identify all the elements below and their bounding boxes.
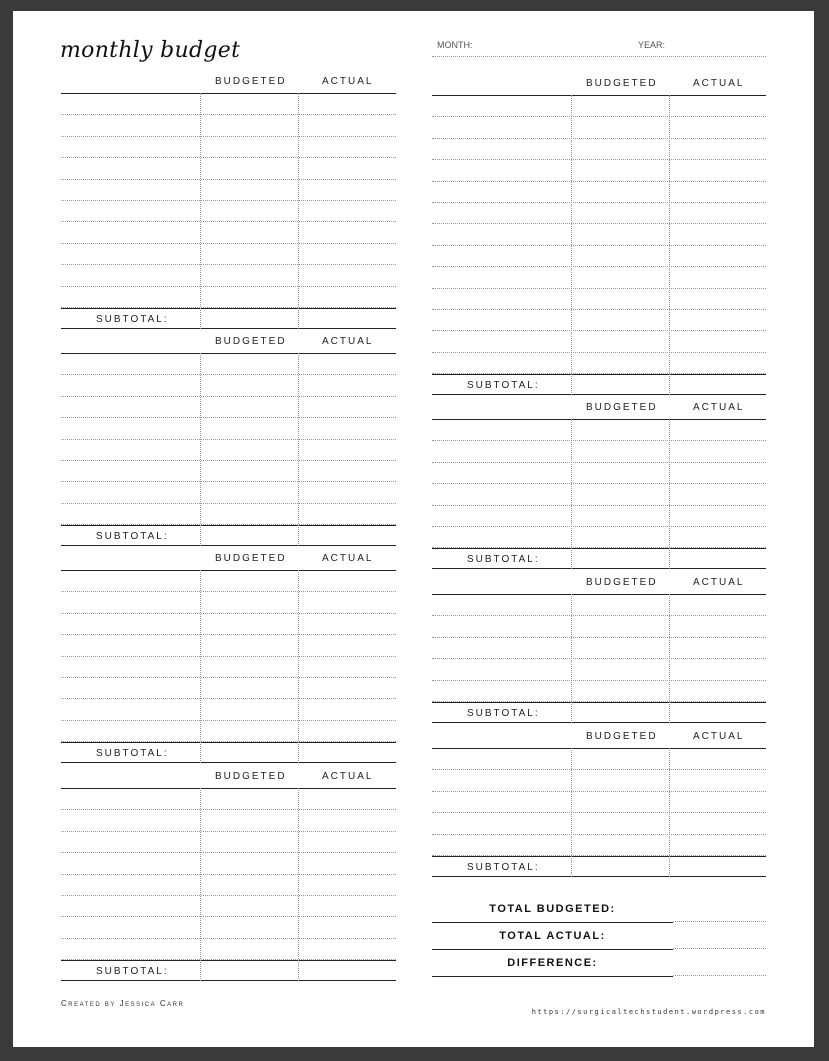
page-title: monthly budget [60, 38, 241, 63]
subtotal-label: SUBTOTAL: [96, 313, 169, 325]
difference-field[interactable] [673, 975, 766, 976]
budget-line-row[interactable] [61, 461, 396, 482]
budget-line-row[interactable] [61, 265, 396, 286]
actual-column-divider [298, 93, 299, 329]
month-label: MONTH: [437, 40, 473, 50]
subtotal-label: SUBTOTAL: [96, 966, 169, 978]
budget-line-row[interactable] [61, 875, 396, 896]
subtotal-row [61, 525, 396, 546]
budget-line-row[interactable] [432, 749, 766, 770]
budget-category-section [432, 399, 766, 569]
column-header [61, 73, 396, 94]
budgeted-header: BUDGETED [215, 553, 287, 564]
subtotal-label: SUBTOTAL: [467, 554, 540, 566]
budget-line-row[interactable] [61, 354, 396, 375]
total-budgeted-label: TOTAL BUDGETED: [432, 903, 673, 923]
budget-category-section [432, 574, 766, 723]
budgeted-column-divider [200, 93, 201, 329]
budget-category-section [61, 73, 396, 329]
budget-line-row[interactable] [432, 813, 766, 834]
budget-line-row[interactable] [432, 267, 766, 288]
budget-line-row[interactable] [432, 310, 766, 331]
subtotal-label: SUBTOTAL: [96, 748, 169, 760]
budget-line-row[interactable] [61, 614, 396, 635]
budget-line-row[interactable] [432, 96, 766, 117]
column-header [61, 550, 396, 571]
budget-line-row[interactable] [432, 331, 766, 352]
actual-header: ACTUAL [322, 336, 374, 347]
column-header [61, 333, 396, 354]
budget-line-row[interactable] [432, 681, 766, 702]
budget-line-row[interactable] [61, 287, 396, 308]
budgeted-header: BUDGETED [586, 402, 658, 413]
budget-line-row[interactable] [432, 770, 766, 791]
subtotal-row [61, 308, 396, 329]
total-budgeted-row [432, 896, 766, 923]
budgeted-column-divider [571, 419, 572, 569]
column-header [432, 728, 766, 749]
budgeted-column-divider [571, 95, 572, 395]
budget-line-row[interactable] [432, 595, 766, 616]
actual-header: ACTUAL [693, 402, 745, 413]
budget-line-row[interactable] [61, 678, 396, 699]
subtotal-row [432, 856, 766, 877]
budget-line-row[interactable] [61, 592, 396, 613]
budget-line-row[interactable] [61, 939, 396, 960]
budgeted-header: BUDGETED [586, 577, 658, 588]
budget-line-row[interactable] [432, 289, 766, 310]
budget-line-row[interactable] [61, 832, 396, 853]
column-header [432, 75, 766, 96]
budget-line-row[interactable] [61, 440, 396, 461]
budget-line-row[interactable] [432, 659, 766, 680]
budget-line-row[interactable] [61, 115, 396, 136]
budgeted-column-divider [571, 748, 572, 877]
subtotal-row [432, 374, 766, 395]
budgeted-column-divider [571, 594, 572, 723]
column-header [61, 768, 396, 789]
subtotal-row [61, 960, 396, 981]
subtotal-label: SUBTOTAL: [467, 380, 540, 392]
credit-text: Created by Jessica Carr [61, 999, 185, 1008]
budget-category-section [432, 728, 766, 877]
budgeted-header: BUDGETED [586, 731, 658, 742]
budgeted-header: BUDGETED [215, 336, 287, 347]
budgeted-column-divider [200, 570, 201, 763]
budget-line-row[interactable] [61, 222, 396, 243]
budget-line-row[interactable] [432, 506, 766, 527]
budget-line-row[interactable] [61, 721, 396, 742]
subtotal-label: SUBTOTAL: [96, 531, 169, 543]
column-header [432, 399, 766, 420]
budget-line-row[interactable] [432, 353, 766, 374]
budget-line-row[interactable] [61, 504, 396, 525]
budget-line-row[interactable] [432, 616, 766, 637]
budget-line-row[interactable] [432, 117, 766, 138]
total-actual-label: TOTAL ACTUAL: [432, 930, 673, 950]
actual-column-divider [298, 788, 299, 981]
total-budgeted-field[interactable] [673, 921, 766, 922]
budget-line-row[interactable] [61, 789, 396, 810]
budget-line-row[interactable] [61, 571, 396, 592]
budget-line-row[interactable] [61, 137, 396, 158]
budget-line-row[interactable] [432, 835, 766, 856]
difference-row [432, 950, 766, 977]
actual-column-divider [298, 353, 299, 546]
budget-line-row[interactable] [61, 201, 396, 222]
actual-column-divider [669, 594, 670, 723]
actual-column-divider [669, 419, 670, 569]
budget-line-row[interactable] [432, 441, 766, 462]
budget-line-row[interactable] [432, 484, 766, 505]
budget-line-row[interactable] [432, 638, 766, 659]
budget-category-section [61, 768, 396, 981]
budget-line-row[interactable] [61, 853, 396, 874]
budget-category-section [61, 550, 396, 763]
budget-line-row[interactable] [432, 527, 766, 548]
budget-line-row[interactable] [432, 246, 766, 267]
budgeted-header: BUDGETED [215, 771, 287, 782]
budgeted-header: BUDGETED [215, 76, 287, 87]
subtotal-label: SUBTOTAL: [467, 861, 540, 873]
budget-line-row[interactable] [432, 182, 766, 203]
actual-header: ACTUAL [322, 771, 374, 782]
actual-header: ACTUAL [693, 731, 745, 742]
month-year-row [432, 40, 766, 57]
budget-line-row[interactable] [432, 463, 766, 484]
budget-line-row[interactable] [61, 375, 396, 396]
budget-category-section [61, 333, 396, 546]
budget-line-row[interactable] [61, 397, 396, 418]
budgeted-header: BUDGETED [586, 78, 658, 89]
budget-line-row[interactable] [432, 224, 766, 245]
budget-line-row[interactable] [61, 657, 396, 678]
budget-line-row[interactable] [61, 917, 396, 938]
actual-header: ACTUAL [322, 553, 374, 564]
source-url[interactable]: https://surgicaltechstudent.wordpress.com [531, 1008, 766, 1016]
budgeted-column-divider [200, 353, 201, 546]
budgeted-column-divider [200, 788, 201, 981]
budget-line-row[interactable] [61, 244, 396, 265]
actual-header: ACTUAL [693, 78, 745, 89]
difference-label: DIFFERENCE: [432, 957, 673, 977]
budget-line-row[interactable] [61, 94, 396, 115]
budget-line-row[interactable] [61, 699, 396, 720]
budget-line-row[interactable] [61, 482, 396, 503]
budget-line-row[interactable] [61, 635, 396, 656]
subtotal-row [432, 548, 766, 569]
actual-column-divider [669, 748, 670, 877]
actual-header: ACTUAL [693, 577, 745, 588]
actual-column-divider [298, 570, 299, 763]
total-actual-row [432, 923, 766, 950]
budget-line-row[interactable] [61, 418, 396, 439]
subtotal-label: SUBTOTAL: [467, 707, 540, 719]
budget-line-row[interactable] [61, 180, 396, 201]
budget-line-row[interactable] [432, 792, 766, 813]
column-header [432, 574, 766, 595]
actual-header: ACTUAL [322, 76, 374, 87]
total-actual-field[interactable] [673, 948, 766, 949]
subtotal-row [432, 702, 766, 723]
budget-category-section [432, 75, 766, 395]
actual-column-divider [669, 95, 670, 395]
budget-line-row[interactable] [432, 203, 766, 224]
subtotal-row [61, 742, 396, 763]
year-label: YEAR: [638, 40, 666, 50]
budget-line-row[interactable] [61, 158, 396, 179]
budget-line-row[interactable] [61, 896, 396, 917]
budget-line-row[interactable] [432, 139, 766, 160]
budget-line-row[interactable] [432, 420, 766, 441]
budget-line-row[interactable] [61, 810, 396, 831]
budget-line-row[interactable] [432, 160, 766, 181]
